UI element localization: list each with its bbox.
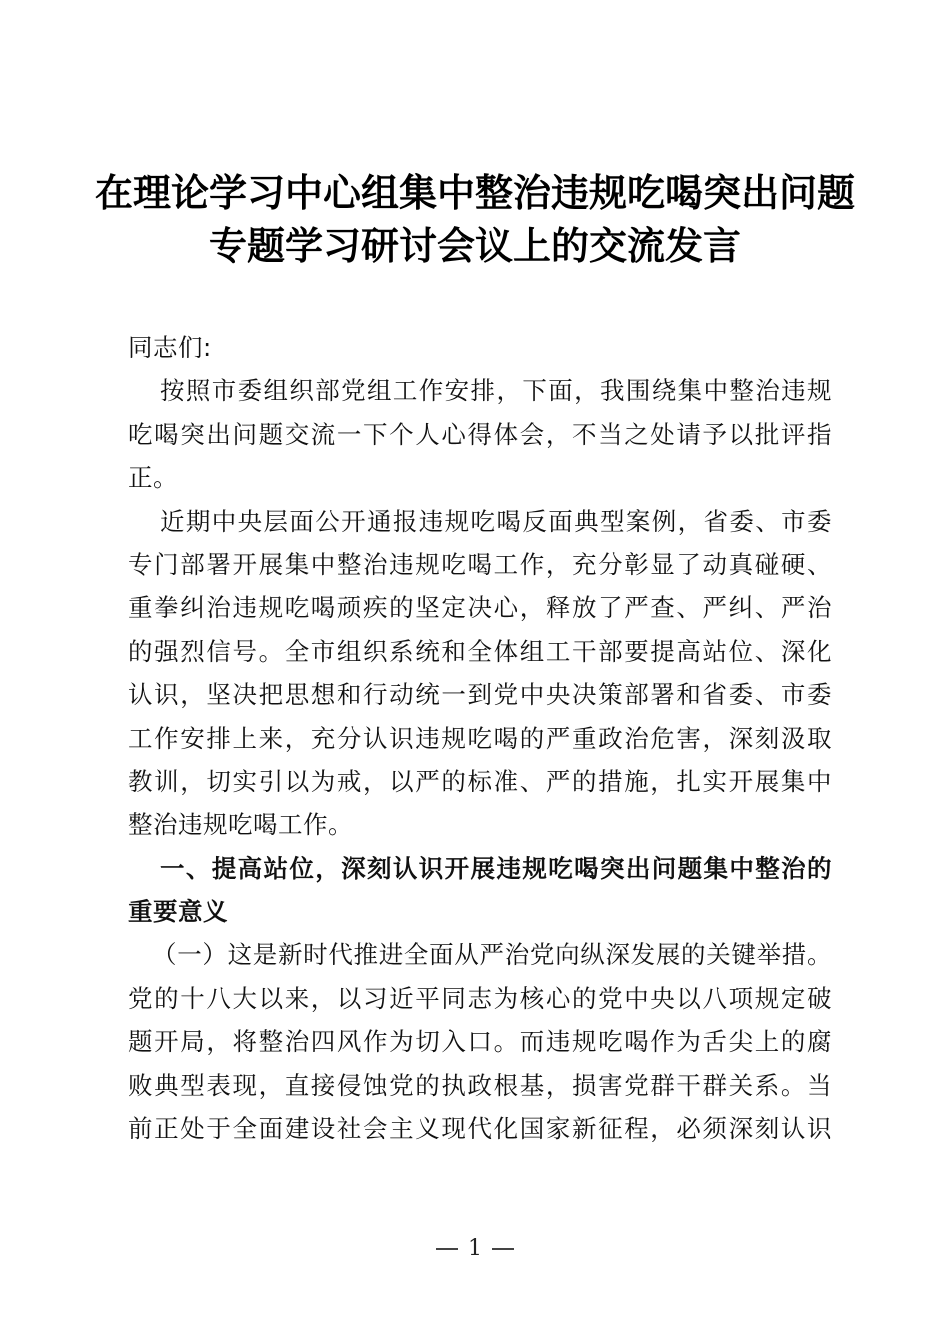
paragraph-line: 吃喝突出问题交流一下个人心得体会，不当之处请予以批评指 <box>128 419 832 449</box>
paragraph-line: 的强烈信号。全市组织系统和全体组工干部要提高站位、深化 <box>128 636 832 666</box>
paragraph-line: 按照市委组织部党组工作安排，下面，我围绕集中整治违规 <box>160 376 832 406</box>
paragraph-line: （一）这是新时代推进全面从严治党向纵深发展的关键举措。 <box>152 940 832 970</box>
paragraph-line: 前正处于全面建设社会主义现代化国家新征程，必须深刻认识 <box>128 1114 832 1144</box>
paragraph-line: 正。 <box>128 463 178 493</box>
paragraph-line: 认识，坚决把思想和行动统一到党中央决策部署和省委、市委 <box>128 680 832 710</box>
document-body <box>128 326 832 1150</box>
heading-line: 重要意义 <box>128 897 228 927</box>
paragraph-line: 党的十八大以来，以习近平同志为核心的党中央以八项规定破 <box>128 983 832 1013</box>
paragraph-line: 重拳纠治违规吃喝顽疾的坚定决心，释放了严查、严纠、严治 <box>128 593 832 623</box>
paragraph-line: 教训，切实引以为戒，以严的标准、严的措施，扎实开展集中 <box>128 766 832 796</box>
salutation: 同志们: <box>128 333 212 362</box>
title-line-2: 专题学习研讨会议上的交流发言 <box>208 223 741 268</box>
heading-line: 一、提高站位，深刻认识开展违规吃喝突出问题集中整治的 <box>160 853 832 883</box>
paragraph-line: 近期中央层面公开通报违规吃喝反面典型案例，省委、市委 <box>160 506 832 536</box>
title-line-1: 在理论学习中心组集中整治违规吃喝突出问题 <box>94 170 855 215</box>
section-heading-1 <box>128 847 832 934</box>
paragraph-line: 工作安排上来，充分认识违规吃喝的严重政治危害，深刻汲取 <box>128 723 832 753</box>
page-number-dash-right <box>492 1248 514 1250</box>
paragraph-line: 整治违规吃喝工作。 <box>128 810 353 840</box>
paragraph-subsection-1 <box>128 933 832 1150</box>
paragraph-background <box>128 500 832 847</box>
page-number-dash-left <box>436 1248 458 1250</box>
paragraph-line: 败典型表现，直接侵蚀党的执政根基，损害党群干群关系。当 <box>128 1070 832 1100</box>
paragraph-line: 题开局，将整治四风作为切入口。而违规吃喝作为舌尖上的腐 <box>128 1027 832 1057</box>
page-number-value: 1 <box>468 1236 482 1261</box>
document-title <box>0 166 950 272</box>
paragraph-line: 专门部署开展集中整治违规吃喝工作，充分彰显了动真碰硬、 <box>128 549 832 579</box>
paragraph-intro <box>128 369 832 499</box>
page-number <box>0 1236 950 1261</box>
